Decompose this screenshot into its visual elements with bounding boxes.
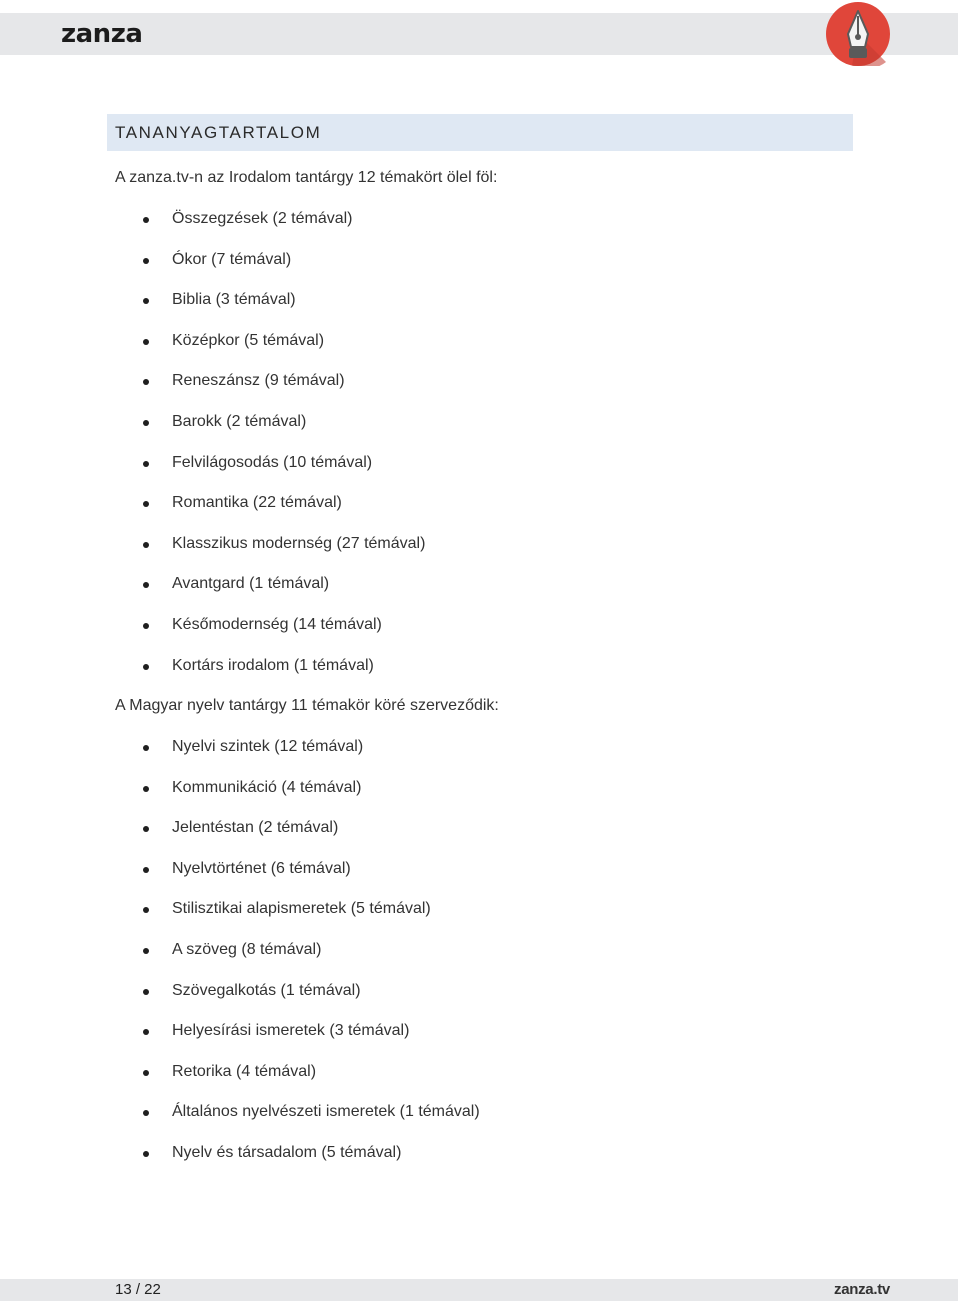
list-item: Jelentéstan (2 témával) [0, 818, 960, 859]
bullet-icon [143, 1070, 149, 1076]
bullet-icon [143, 1029, 149, 1035]
list-item: Helyesírási ismeretek (3 témával) [0, 1021, 960, 1062]
bullet-icon [143, 989, 149, 995]
bullet-icon [143, 907, 149, 913]
list-item: Kommunikáció (4 témával) [0, 778, 960, 819]
list-item: Nyelvi szintek (12 témával) [0, 737, 960, 778]
zanza-logo: zanza [61, 19, 143, 49]
bullet-icon [143, 1151, 149, 1157]
bullet-icon [143, 339, 149, 345]
literature-intro: A zanza.tv-n az Irodalom tantárgy 12 témakört ölel föl: [115, 169, 498, 186]
section-header [107, 114, 853, 151]
list-item: Szövegalkotás (1 témával) [0, 981, 960, 1022]
list-item: Középkor (5 témával) [0, 331, 960, 372]
list-item: Nyelvtörténet (6 témával) [0, 859, 960, 900]
list-item: Reneszánsz (9 témával) [0, 371, 960, 412]
list-item: Nyelv és társadalom (5 témával) [0, 1143, 960, 1184]
list-item: Avantgard (1 témával) [0, 574, 960, 615]
language-topic-list [0, 737, 960, 1184]
bullet-icon [143, 582, 149, 588]
fountain-pen-icon [826, 2, 890, 66]
section-title: TANANYAGTARTALOM [115, 123, 322, 142]
zanza-tv-logo: zanza.tv [834, 1281, 890, 1298]
bullet-icon [143, 948, 149, 954]
bullet-icon [143, 786, 149, 792]
page-header [0, 13, 958, 55]
bullet-icon [143, 298, 149, 304]
bullet-icon [143, 623, 149, 629]
literature-topic-list [0, 209, 960, 696]
list-item: Biblia (3 témával) [0, 290, 960, 331]
bullet-icon [143, 379, 149, 385]
list-item: Összegzések (2 témával) [0, 209, 960, 250]
bullet-icon [143, 867, 149, 873]
list-item: Későmodernség (14 témával) [0, 615, 960, 656]
bullet-icon [143, 1110, 149, 1116]
language-intro: A Magyar nyelv tantárgy 11 témakör köré szerveződik: [115, 697, 499, 714]
page-footer [0, 1279, 958, 1301]
list-item: Ókor (7 témával) [0, 250, 960, 291]
bullet-icon [143, 745, 149, 751]
list-item: Barokk (2 témával) [0, 412, 960, 453]
bullet-icon [143, 826, 149, 832]
list-item: Klasszikus modernség (27 témával) [0, 534, 960, 575]
list-item: Felvilágosodás (10 témával) [0, 453, 960, 494]
list-item: Romantika (22 témával) [0, 493, 960, 534]
bullet-icon [143, 461, 149, 467]
bullet-icon [143, 542, 149, 548]
list-item: Általános nyelvészeti ismeretek (1 témával) [0, 1102, 960, 1143]
bullet-icon [143, 501, 149, 507]
bullet-icon [143, 258, 149, 264]
page-number: 13 / 22 [115, 1281, 161, 1298]
bullet-icon [143, 420, 149, 426]
bullet-icon [143, 664, 149, 670]
bullet-icon [143, 217, 149, 223]
list-item: Kortárs irodalom (1 témával) [0, 656, 960, 697]
list-item: A szöveg (8 témával) [0, 940, 960, 981]
list-item: Retorika (4 témával) [0, 1062, 960, 1103]
list-item: Stilisztikai alapismeretek (5 témával) [0, 899, 960, 940]
